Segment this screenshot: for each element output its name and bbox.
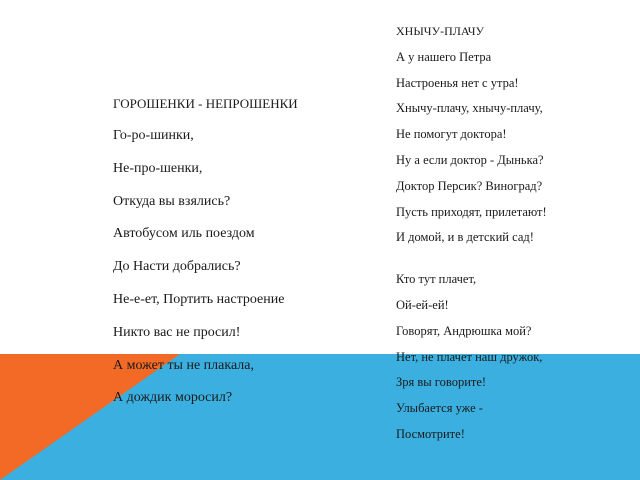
poem-line: Настроенья нет с утра! (396, 75, 519, 90)
poem-line: Кто тут плачет, (396, 272, 477, 287)
poem-line: Го-ро-шинки, (113, 128, 194, 143)
poem-line: Автобусом иль поездом (113, 226, 255, 242)
poem-line: И домой, и в детский сад! (396, 230, 534, 245)
poem-line: Говорят, Андрюшка мой? (396, 323, 532, 338)
poem-line: Пусть приходят, прилетают! (396, 204, 547, 219)
poem-line: Посмотрите! (396, 426, 465, 441)
poem-line: Не-про-шенки, (113, 160, 203, 176)
poem-line: А у нашего Петра (396, 49, 492, 64)
poem-line: Доктор Персик? Виноград? (396, 178, 543, 193)
poem-line: А может ты не плакала, (113, 357, 254, 373)
poem-goroshenki (113, 94, 373, 421)
poem-line: Зря вы говорите! (396, 375, 487, 390)
poem-line: Не-е-ет, Портить настроение (113, 291, 285, 307)
poem-line: А дождик моросил? (113, 390, 233, 406)
stanza-gap (396, 254, 636, 270)
poem-title: ХНЫЧУ-ПЛАЧУ (396, 24, 485, 38)
poem-line: До Насти добрались? (113, 259, 241, 275)
poem-khnychu-plachu (396, 22, 636, 451)
poem-line: Ну а если доктор - Дынька? (396, 152, 544, 167)
poem-title: ГОРОШЕНКИ - НЕПРОШЕНКИ (113, 96, 298, 111)
poem-line: Нет, не плачет наш дружок, (396, 349, 543, 364)
poem-line: Хнычу-плачу, хнычу-плачу, (396, 101, 543, 116)
poem-line: Никто вас не просил! (113, 324, 241, 340)
poem-line: Откуда вы взялись? (113, 193, 231, 209)
poem-line: Улыбается уже - (396, 401, 483, 416)
poem-line: Не помогут доктора! (396, 127, 507, 142)
poem-line: Ой-ей-ей! (396, 297, 449, 312)
